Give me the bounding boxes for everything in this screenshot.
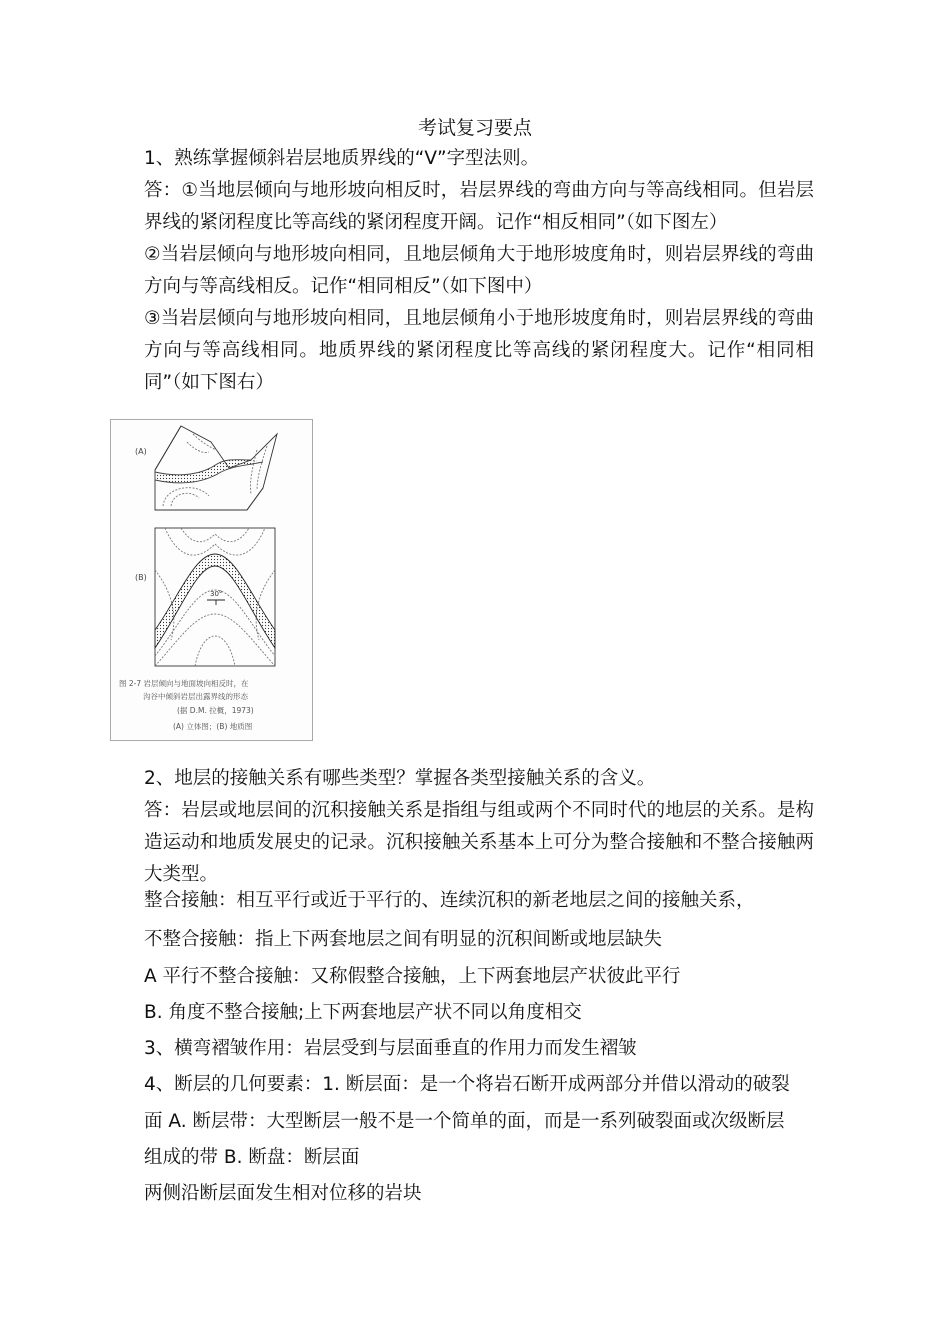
unconformable-contact: 不整合接触：指上下两套地层之间有明显的沉积间断或地层缺失 (144, 929, 663, 950)
page-title: 考试复习要点 (417, 117, 532, 139)
figure-caption-line-4: (A) 立体图；(B) 地质图 (173, 722, 253, 731)
section-2-heading: 2、地层的接触关系有哪些类型？掌握各类型接触关系的含义。 (144, 768, 656, 789)
block-diagram (155, 426, 277, 510)
figure-caption-line-3: (据 D.M. 拉概，1973) (177, 706, 254, 715)
figure-caption-line-2: 沟谷中倾斜岩层出露界线的形态 (143, 692, 248, 701)
section-4-line-2: 面 A. 断层带：大型断层一般不是一个简单的面，而是一系列破裂面或次级断层 (144, 1111, 785, 1132)
section-2 (144, 763, 814, 891)
section-4-line-3: 组成的带 B. 断盘：断层面 (144, 1147, 360, 1168)
label-a: (A) (135, 447, 147, 456)
geology-figure (110, 419, 313, 741)
section-1-heading: 1、熟练掌握倾斜岩层地质界线的“V”字型法则。 (144, 148, 540, 169)
conformable-contact: 整合接触：相互平行或近于平行的、连续沉积的新老地层之间的接触关系， (144, 890, 755, 911)
parallel-unconformity: A 平行不整合接触：又称假整合接触，上下两套地层产状彼此平行 (144, 966, 681, 987)
angular-unconformity: B. 角度不整合接触;上下两套地层产状不同以角度相交 (144, 1002, 582, 1023)
section-1-answer: 答：①当地层倾向与地形坡向相反时，岩层界线的弯曲方向与等高线相同。但岩层界线的紧闭程度比等高线的紧闭程度开阔。记作“相反相同”（如下图左） (144, 180, 814, 233)
dip-angle-label: 30° (210, 590, 223, 598)
figure-caption-line-1: 图 2-7 岩层倾向与地面坡向相反时，在 (119, 679, 249, 688)
section-1 (144, 143, 814, 399)
section-4-line-1: 4、断层的几何要素：1. 断层面：是一个将岩石断开成两部分并借以滑动的破裂 (144, 1074, 790, 1095)
section-1-item-2: ②当岩层倾向与地形坡向相同，且地层倾角大于地形坡度角时，则岩层界线的弯曲方向与等高线相反。记作“相同相反”（如下图中） (144, 244, 814, 297)
section-3-text: 3、横弯褶皱作用：岩层受到与层面垂直的作用力而发生褶皱 (144, 1038, 637, 1059)
section-1-item-3: ③当岩层倾向与地形坡向相同，且地层倾角小于地形坡度角时，则岩层界线的弯曲方向与等高线相同。地质界线的紧闭程度比等高线的紧闭程度大。记作“相同相同”（如下图右） (144, 308, 814, 393)
section-2-answer: 答：岩层或地层间的沉积接触关系是指组与组或两个不同时代的地层的关系。是构造运动和地质发展史的记录。沉积接触关系基本上可分为整合接触和不整合接触两大类型。 (144, 800, 814, 885)
label-b: (B) (135, 573, 147, 582)
section-4-line-4: 两侧沿断层面发生相对位移的岩块 (144, 1183, 422, 1204)
